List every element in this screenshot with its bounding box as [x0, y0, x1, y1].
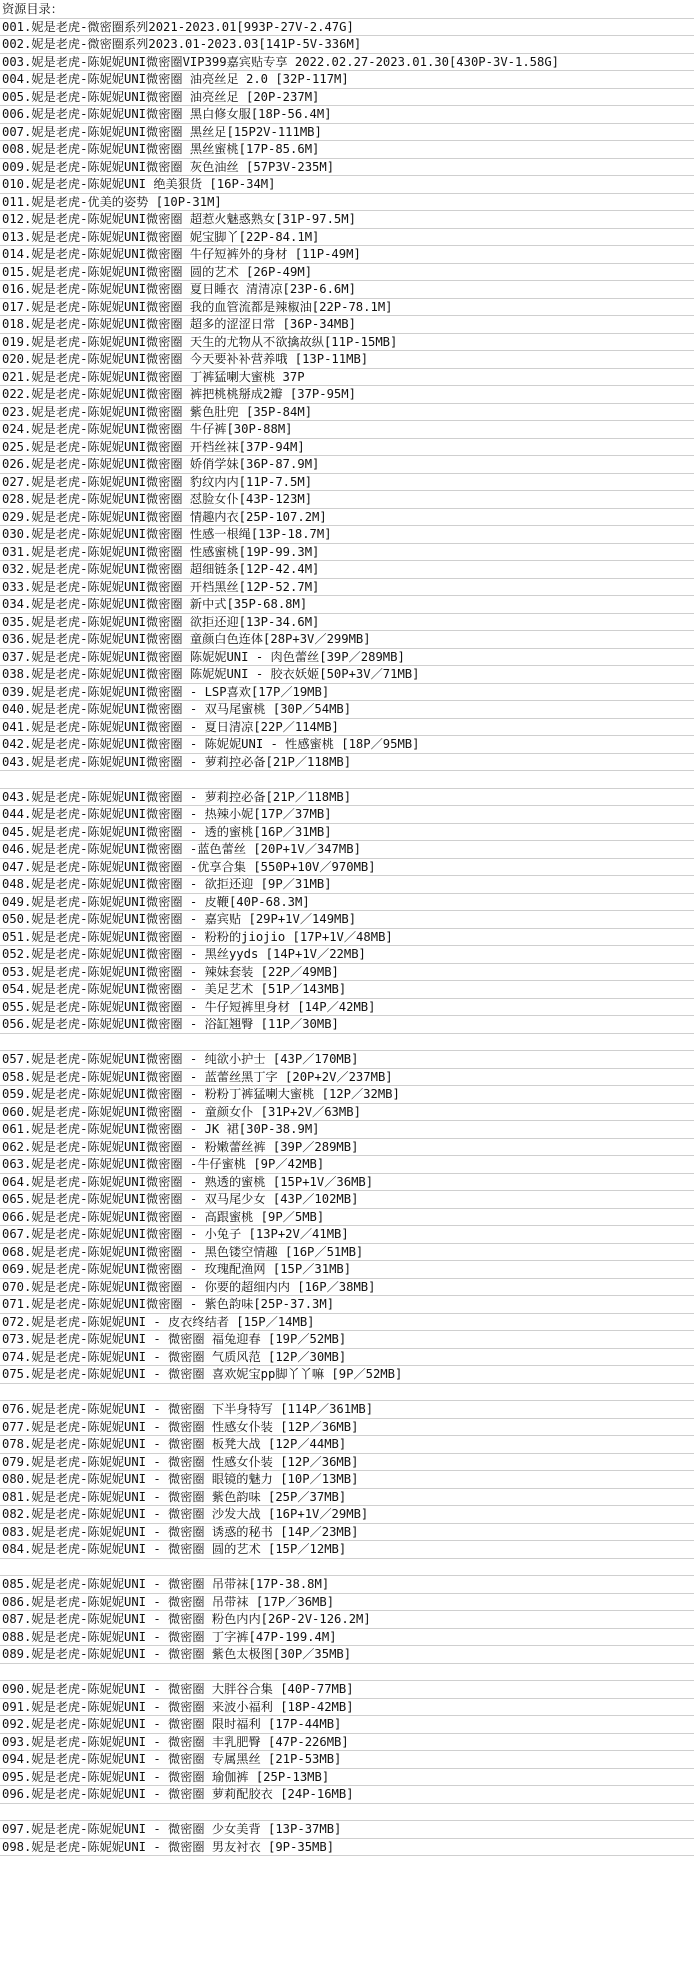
list-item: 079.妮是老虎-陈妮妮UNI - 微密圈 性感女仆装 [12P／36MB] [0, 1454, 694, 1472]
list-item: 069.妮是老虎-陈妮妮UNI微密圈 - 玫瑰配渔网 [15P／31MB] [0, 1261, 694, 1279]
list-item: 074.妮是老虎-陈妮妮UNI - 微密圈 气质风范 [12P／30MB] [0, 1349, 694, 1367]
list-item: 076.妮是老虎-陈妮妮UNI - 微密圈 下半身特写 [114P／361MB] [0, 1401, 694, 1419]
list-item: 034.妮是老虎-陈妮妮UNI微密圈 新中式[35P-68.8M] [0, 596, 694, 614]
list-item: 067.妮是老虎-陈妮妮UNI微密圈 - 小兔子 [13P+2V／41MB] [0, 1226, 694, 1244]
list-item: 029.妮是老虎-陈妮妮UNI微密圈 情趣内衣[25P-107.2M] [0, 509, 694, 527]
list-item: 095.妮是老虎-陈妮妮UNI - 微密圈 瑜伽裤 [25P-13MB] [0, 1769, 694, 1787]
blank-row [0, 1804, 694, 1822]
list-item: 046.妮是老虎-陈妮妮UNI微密圈 -蓝色蕾丝 [20P+1V／347MB] [0, 841, 694, 859]
list-item: 060.妮是老虎-陈妮妮UNI微密圈 - 童颜女仆 [31P+2V／63MB] [0, 1104, 694, 1122]
list-item: 083.妮是老虎-陈妮妮UNI - 微密圈 诱惑的秘书 [14P／23MB] [0, 1524, 694, 1542]
list-item: 006.妮是老虎-陈妮妮UNI微密圈 黑白修女服[18P-56.4M] [0, 106, 694, 124]
list-item: 024.妮是老虎-陈妮妮UNI微密圈 牛仔裤[30P-88M] [0, 421, 694, 439]
list-item: 026.妮是老虎-陈妮妮UNI微密圈 娇俏学妹[36P-87.9M] [0, 456, 694, 474]
list-title: 资源目录： [0, 1, 694, 19]
list-item: 057.妮是老虎-陈妮妮UNI微密圈 - 纯欲小护士 [43P／170MB] [0, 1051, 694, 1069]
list-item: 001.妮是老虎-微密圈系列2021-2023.01[993P-27V-2.47G] [0, 19, 694, 37]
list-item: 089.妮是老虎-陈妮妮UNI - 微密圈 紫色太极图[30P／35MB] [0, 1646, 694, 1664]
blank-row [0, 1559, 694, 1577]
list-item: 027.妮是老虎-陈妮妮UNI微密圈 豹纹内内[11P-7.5M] [0, 474, 694, 492]
list-item: 022.妮是老虎-陈妮妮UNI微密圈 裤把桃桃掰成2瓣 [37P-95M] [0, 386, 694, 404]
list-item: 082.妮是老虎-陈妮妮UNI - 微密圈 沙发大战 [16P+1V／29MB] [0, 1506, 694, 1524]
list-item: 058.妮是老虎-陈妮妮UNI微密圈 - 蓝蕾丝黑丁字 [20P+2V／237MB] [0, 1069, 694, 1087]
list-item: 050.妮是老虎-陈妮妮UNI微密圈 - 嘉宾贴 [29P+1V／149MB] [0, 911, 694, 929]
list-item: 002.妮是老虎-微密圈系列2023.01-2023.03[141P-5V-336M] [0, 36, 694, 54]
list-item: 070.妮是老虎-陈妮妮UNI微密圈 - 你要的超细内内 [16P／38MB] [0, 1279, 694, 1297]
blank-row [0, 771, 694, 789]
list-item: 091.妮是老虎-陈妮妮UNI - 微密圈 来波小福利 [18P-42MB] [0, 1699, 694, 1717]
list-item: 059.妮是老虎-陈妮妮UNI微密圈 - 粉粉丁裤猛喇大蜜桃 [12P／32MB] [0, 1086, 694, 1104]
list-item: 020.妮是老虎-陈妮妮UNI微密圈 今天要补补营养哦 [13P-11MB] [0, 351, 694, 369]
list-item: 019.妮是老虎-陈妮妮UNI微密圈 天生的尤物从不欲擒故纵[11P-15MB] [0, 334, 694, 352]
list-item: 056.妮是老虎-陈妮妮UNI微密圈 - 浴缸翘臀 [11P／30MB] [0, 1016, 694, 1034]
list-item: 032.妮是老虎-陈妮妮UNI微密圈 超细链条[12P-42.4M] [0, 561, 694, 579]
list-item: 071.妮是老虎-陈妮妮UNI微密圈 - 紫色韵味[25P-37.3M] [0, 1296, 694, 1314]
list-item: 073.妮是老虎-陈妮妮UNI - 微密圈 福兔迎春 [19P／52MB] [0, 1331, 694, 1349]
list-item: 007.妮是老虎-陈妮妮UNI微密圈 黑丝足[15P2V-111MB] [0, 124, 694, 142]
list-item: 031.妮是老虎-陈妮妮UNI微密圈 性感蜜桃[19P-99.3M] [0, 544, 694, 562]
list-item: 045.妮是老虎-陈妮妮UNI微密圈 - 透的蜜桃[16P／31MB] [0, 824, 694, 842]
list-item: 094.妮是老虎-陈妮妮UNI - 微密圈 专属黑丝 [21P-53MB] [0, 1751, 694, 1769]
list-item: 013.妮是老虎-陈妮妮UNI微密圈 妮宝脚丫[22P-84.1M] [0, 229, 694, 247]
list-item: 064.妮是老虎-陈妮妮UNI微密圈 - 熟透的蜜桃 [15P+1V／36MB] [0, 1174, 694, 1192]
list-item: 021.妮是老虎-陈妮妮UNI微密圈 丁裤猛喇大蜜桃 37P [0, 369, 694, 387]
list-item: 035.妮是老虎-陈妮妮UNI微密圈 欲拒还迎[13P-34.6M] [0, 614, 694, 632]
list-item: 061.妮是老虎-陈妮妮UNI微密圈 - JK 裙[30P-38.9M] [0, 1121, 694, 1139]
list-item: 087.妮是老虎-陈妮妮UNI - 微密圈 粉色内内[26P-2V-126.2M] [0, 1611, 694, 1629]
list-item: 049.妮是老虎-陈妮妮UNI微密圈 - 皮鞭[40P-68.3M] [0, 894, 694, 912]
list-item: 039.妮是老虎-陈妮妮UNI微密圈 - LSP喜欢[17P／19MB] [0, 684, 694, 702]
list-item: 030.妮是老虎-陈妮妮UNI微密圈 性感一根绳[13P-18.7M] [0, 526, 694, 544]
list-item: 078.妮是老虎-陈妮妮UNI - 微密圈 板凳大战 [12P／44MB] [0, 1436, 694, 1454]
list-item: 053.妮是老虎-陈妮妮UNI微密圈 - 辣妹套装 [22P／49MB] [0, 964, 694, 982]
list-item: 042.妮是老虎-陈妮妮UNI微密圈 - 陈妮妮UNI - 性感蜜桃 [18P／95MB] [0, 736, 694, 754]
list-item: 025.妮是老虎-陈妮妮UNI微密圈 开档丝袜[37P-94M] [0, 439, 694, 457]
list-item: 068.妮是老虎-陈妮妮UNI微密圈 - 黑色镂空情趣 [16P／51MB] [0, 1244, 694, 1262]
list-item: 023.妮是老虎-陈妮妮UNI微密圈 紫色肚兜 [35P-84M] [0, 404, 694, 422]
list-item: 093.妮是老虎-陈妮妮UNI - 微密圈 丰乳肥臀 [47P-226MB] [0, 1734, 694, 1752]
resource-lines [0, 19, 694, 1857]
list-item: 077.妮是老虎-陈妮妮UNI - 微密圈 性感女仆装 [12P／36MB] [0, 1419, 694, 1437]
list-item: 011.妮是老虎-优美的姿势 [10P-31M] [0, 194, 694, 212]
list-item: 033.妮是老虎-陈妮妮UNI微密圈 开档黑丝[12P-52.7M] [0, 579, 694, 597]
list-item: 044.妮是老虎-陈妮妮UNI微密圈 - 热辣小妮[17P／37MB] [0, 806, 694, 824]
list-item: 084.妮是老虎-陈妮妮UNI - 微密圈 圆的艺术 [15P／12MB] [0, 1541, 694, 1559]
list-item: 066.妮是老虎-陈妮妮UNI微密圈 - 高跟蜜桃 [9P／5MB] [0, 1209, 694, 1227]
list-item: 036.妮是老虎-陈妮妮UNI微密圈 童颜白色连体[28P+3V／299MB] [0, 631, 694, 649]
list-item: 028.妮是老虎-陈妮妮UNI微密圈 怼脸女仆[43P-123M] [0, 491, 694, 509]
list-item: 040.妮是老虎-陈妮妮UNI微密圈 - 双马尾蜜桃 [30P／54MB] [0, 701, 694, 719]
list-item: 014.妮是老虎-陈妮妮UNI微密圈 牛仔短裤外的身材 [11P-49M] [0, 246, 694, 264]
list-item: 063.妮是老虎-陈妮妮UNI微密圈 -牛仔蜜桃 [9P／42MB] [0, 1156, 694, 1174]
list-item: 017.妮是老虎-陈妮妮UNI微密圈 我的血管流都是辣椒油[22P-78.1M] [0, 299, 694, 317]
list-item: 037.妮是老虎-陈妮妮UNI微密圈 陈妮妮UNI - 肉色蕾丝[39P／289MB] [0, 649, 694, 667]
blank-row [0, 1384, 694, 1402]
list-item: 081.妮是老虎-陈妮妮UNI - 微密圈 紫色韵味 [25P／37MB] [0, 1489, 694, 1507]
list-item: 086.妮是老虎-陈妮妮UNI - 微密圈 吊带袜 [17P／36MB] [0, 1594, 694, 1612]
list-item: 075.妮是老虎-陈妮妮UNI - 微密圈 喜欢妮宝pp脚丫丫嘛 [9P／52MB] [0, 1366, 694, 1384]
list-item: 051.妮是老虎-陈妮妮UNI微密圈 - 粉粉的jiojio [17P+1V／48MB] [0, 929, 694, 947]
list-item: 016.妮是老虎-陈妮妮UNI微密圈 夏日睡衣 清清凉[23P-6.6M] [0, 281, 694, 299]
list-item: 097.妮是老虎-陈妮妮UNI - 微密圈 少女美背 [13P-37MB] [0, 1821, 694, 1839]
list-item: 003.妮是老虎-陈妮妮UNI微密圈VIP399嘉宾贴专享 2022.02.27-2023.01.30[430P-3V-1.58G] [0, 54, 694, 72]
list-item: 072.妮是老虎-陈妮妮UNI - 皮衣终结者 [15P／14MB] [0, 1314, 694, 1332]
list-item: 008.妮是老虎-陈妮妮UNI微密圈 黑丝蜜桃[17P-85.6M] [0, 141, 694, 159]
list-item: 080.妮是老虎-陈妮妮UNI - 微密圈 眼镜的魅力 [10P／13MB] [0, 1471, 694, 1489]
list-item: 088.妮是老虎-陈妮妮UNI - 微密圈 丁字裤[47P-199.4M] [0, 1629, 694, 1647]
list-item: 043.妮是老虎-陈妮妮UNI微密圈 - 萝莉控必备[21P／118MB] [0, 789, 694, 807]
list-item: 090.妮是老虎-陈妮妮UNI - 微密圈 大胖谷合集 [40P-77MB] [0, 1681, 694, 1699]
list-item: 012.妮是老虎-陈妮妮UNI微密圈 超惹火魅惑熟女[31P-97.5M] [0, 211, 694, 229]
list-item: 038.妮是老虎-陈妮妮UNI微密圈 陈妮妮UNI - 胶衣妖姬[50P+3V／71MB] [0, 666, 694, 684]
list-item: 048.妮是老虎-陈妮妮UNI微密圈 - 欲拒还迎 [9P／31MB] [0, 876, 694, 894]
list-item: 009.妮是老虎-陈妮妮UNI微密圈 灰色油丝 [57P3V-235M] [0, 159, 694, 177]
list-item: 054.妮是老虎-陈妮妮UNI微密圈 - 美足艺术 [51P／143MB] [0, 981, 694, 999]
list-item: 055.妮是老虎-陈妮妮UNI微密圈 - 牛仔短裤里身材 [14P／42MB] [0, 999, 694, 1017]
list-item: 052.妮是老虎-陈妮妮UNI微密圈 - 黑丝yyds [14P+1V／22MB] [0, 946, 694, 964]
list-item: 015.妮是老虎-陈妮妮UNI微密圈 圆的艺术 [26P-49M] [0, 264, 694, 282]
list-item: 065.妮是老虎-陈妮妮UNI微密圈 - 双马尾少女 [43P／102MB] [0, 1191, 694, 1209]
list-item: 047.妮是老虎-陈妮妮UNI微密圈 -优享合集 [550P+10V／970MB] [0, 859, 694, 877]
list-item: 085.妮是老虎-陈妮妮UNI - 微密圈 吊带袜[17P-38.8M] [0, 1576, 694, 1594]
list-item: 043.妮是老虎-陈妮妮UNI微密圈 - 萝莉控必备[21P／118MB] [0, 754, 694, 772]
blank-row [0, 1034, 694, 1052]
list-item: 096.妮是老虎-陈妮妮UNI - 微密圈 萝莉配胶衣 [24P-16MB] [0, 1786, 694, 1804]
list-item: 098.妮是老虎-陈妮妮UNI - 微密圈 男友衬衣 [9P-35MB] [0, 1839, 694, 1857]
blank-row [0, 1664, 694, 1682]
list-item: 018.妮是老虎-陈妮妮UNI微密圈 超多的涩涩日常 [36P-34MB] [0, 316, 694, 334]
list-item: 005.妮是老虎-陈妮妮UNI微密圈 油亮丝足 [20P-237M] [0, 89, 694, 107]
list-item: 010.妮是老虎-陈妮妮UNI 绝美狠货 [16P-34M] [0, 176, 694, 194]
list-item: 092.妮是老虎-陈妮妮UNI - 微密圈 限时福利 [17P-44MB] [0, 1716, 694, 1734]
list-item: 041.妮是老虎-陈妮妮UNI微密圈 - 夏日清凉[22P／114MB] [0, 719, 694, 737]
list-item: 062.妮是老虎-陈妮妮UNI微密圈 - 粉嫩蕾丝裤 [39P／289MB] [0, 1139, 694, 1157]
list-item: 004.妮是老虎-陈妮妮UNI微密圈 油亮丝足 2.0 [32P-117M] [0, 71, 694, 89]
